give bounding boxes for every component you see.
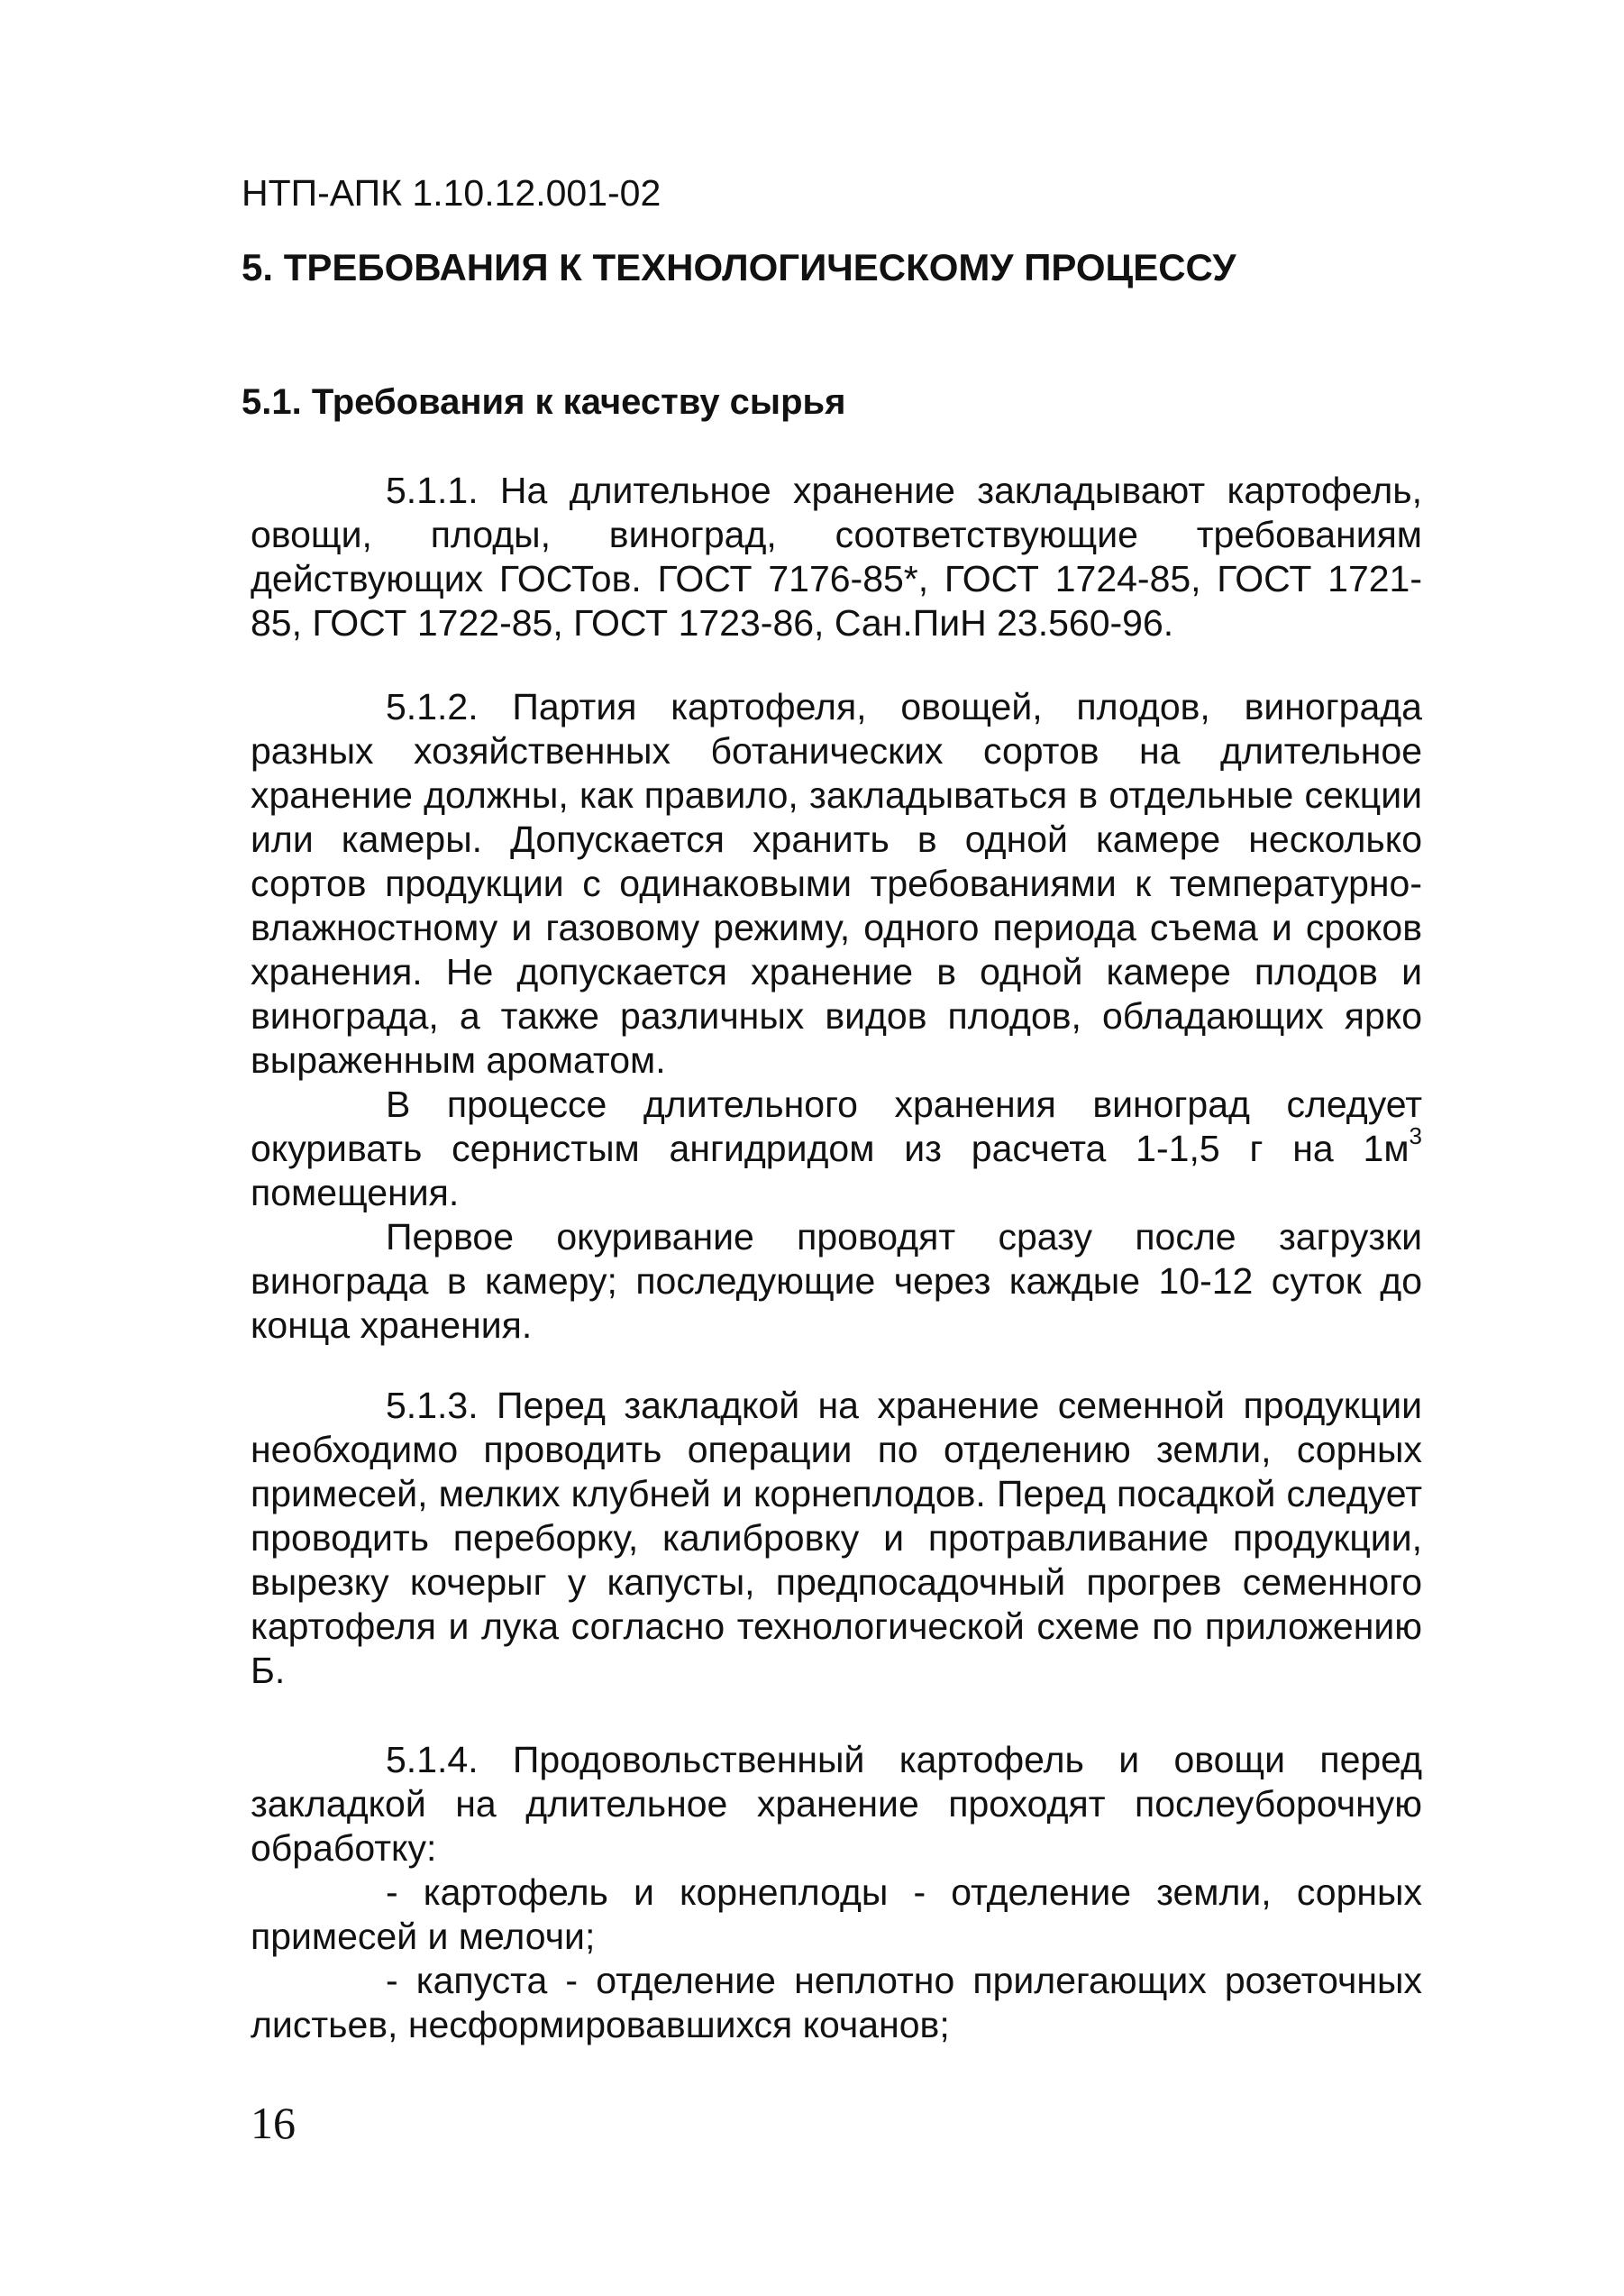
fumigation-text: В процессе длительного хранения виноград следует окуривать сернистым ангидридом из расчета 1-1,5 г на 1м [251, 1084, 1422, 1169]
document-code: НТП-АПК 1.10.12.001-02 [242, 172, 661, 214]
paragraph-5-1-2-fumigation [251, 1083, 1422, 1215]
section-title: 5. ТРЕБОВАНИЯ К ТЕХНОЛОГИЧЕСКОМУ ПРОЦЕССУ [242, 246, 1236, 288]
paragraph-5-1-2: 5.1.2. Партия картофеля, овощей, плодов, винограда разных хозяйственных ботанических сортов на длительное хранение должны, как правило, закладываться в отдельные секции или камеры. Допускается хранить в одной камере несколько сортов продукции с одинаковыми требованиями к температурно-влажностному и газовому режиму, одного периода съема и сроков хранения. Не допускается хранение в одной камере плодов и винограда, а также различных видов плодов, обладающих ярко выраженным ароматом. [251, 686, 1422, 1081]
subsection-title: 5.1. Требования к качеству сырья [242, 382, 846, 422]
clause-5-1-4 [251, 1738, 1422, 2047]
fumigation-text-end: помещения. [251, 1172, 460, 1213]
page-number: 16 [251, 2098, 296, 2148]
paragraph-5-1-4: 5.1.4. Продовольственный картофель и овощи перед закладкой на длительное хранение проходят послеуборочную обработку: [251, 1739, 1422, 1869]
clause-5-1-1 [251, 469, 1422, 645]
paragraph-5-1-1: 5.1.1. На длительное хранение закладывают картофель, овощи, плоды, виноград, соответствующие требованиям действующих ГОСТов. ГОСТ 7176-85*, ГОСТ 1724-85, ГОСТ 1721-85, ГОСТ 1722-85, ГОСТ 1723-86, Сан.ПиН 23.560-96. [251, 470, 1422, 644]
clause-5-1-3 [251, 1384, 1422, 1693]
list-item-cabbage: - капуста - отделение неплотно прилегающих розеточных листьев, несформировавшихся кочанов; [251, 1960, 1422, 2045]
paragraph-5-1-2-first-fumigation: Первое окуривание проводят сразу после загрузки винограда в камеру; последующие через каждые 10-12 суток до конца хранения. [251, 1216, 1422, 1346]
paragraph-5-1-3: 5.1.3. Перед закладкой на хранение семенной продукции необходимо проводить операции по отделению земли, сорных примесей, мелких клубней и корнеплодов. Перед посадкой следует проводить переборку, калибровку и протравливание продукции, вырезку кочерыг у капусты, предпосадочный прогрев семенного картофеля и лука согласно технологической схеме по приложению Б. [251, 1385, 1422, 1691]
list-item-potato: - картофель и корнеплоды - отделение земли, сорных примесей и мелочи; [251, 1871, 1422, 1957]
clause-5-1-2 [251, 685, 1422, 1348]
cubic-superscript: 3 [1409, 1122, 1422, 1150]
